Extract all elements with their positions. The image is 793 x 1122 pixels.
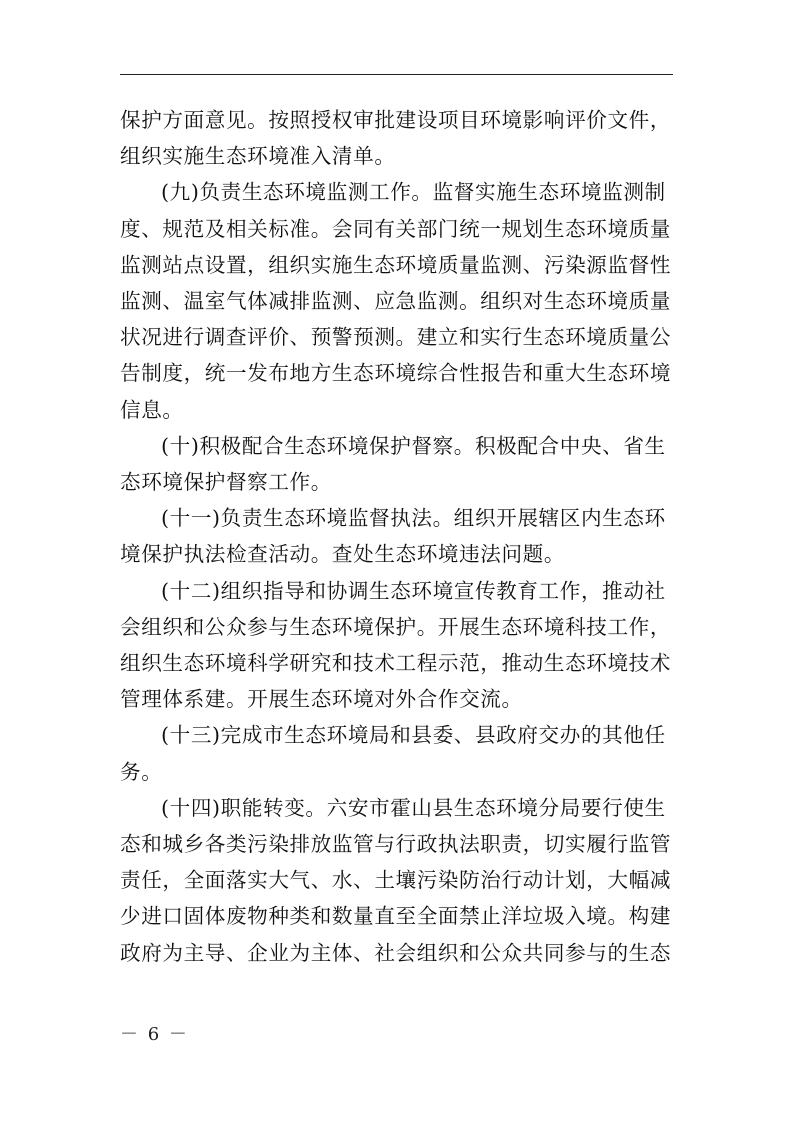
text-line: 监测站点设置，组织实施生态环境质量监测、污染源监督性 <box>120 252 672 277</box>
text-line: 信息。 <box>120 397 184 422</box>
text-line: 境保护执法检查活动。查处生态环境违法问题。 <box>120 542 566 567</box>
text-line: (十)积极配合生态环境保护督察。积极配合中央、省生 <box>161 433 666 458</box>
document-body <box>120 102 673 971</box>
paragraph-item-9 <box>120 174 673 427</box>
text-line: (十二)组织指导和协调生态环境宣传教育工作，推动社 <box>161 578 666 603</box>
paragraph <box>120 102 673 174</box>
header-rule <box>120 74 673 75</box>
paragraph-item-11 <box>120 500 673 572</box>
text-line: 状况进行调查评价、预警预测。建立和实行生态环境质量公 <box>120 325 672 350</box>
text-line: 保护方面意见。按照授权审批建设项目环境影响评价文件， <box>120 108 672 132</box>
text-line: (十三)完成市生态环境局和县委、县政府交办的其他任 <box>161 723 666 748</box>
text-line: 务。 <box>120 759 163 784</box>
paragraph-item-13 <box>120 717 673 789</box>
text-line: 组织实施生态环境准入清单。 <box>120 144 396 169</box>
text-line: 少进口固体废物种类和数量直至全面禁止洋垃圾入境。构建 <box>120 904 672 929</box>
page-number: － 6 － <box>120 1024 189 1045</box>
text-line: 组织生态环境科学研究和技术工程示范，推动生态环境技术 <box>120 651 672 676</box>
text-line: 态环境保护督察工作。 <box>120 470 332 495</box>
text-line: 度、规范及相关标准。会同有关部门统一规划生态环境质量 <box>120 216 672 241</box>
text-line: (九)负责生态环境监测工作。监督实施生态环境监测制 <box>161 180 666 205</box>
text-line: 告制度，统一发布地方生态环境综合性报告和重大生态环境 <box>120 361 672 386</box>
text-line: 管理体系建。开展生态环境对外合作交流。 <box>120 687 523 712</box>
paragraph-item-10 <box>120 428 673 500</box>
text-line: 监测、温室气体减排监测、应急监测。组织对生态环境质量 <box>120 289 672 314</box>
paragraph-item-12 <box>120 573 673 718</box>
text-line: 责任，全面落实大气、水、土壤污染防治行动计划，大幅减 <box>120 868 672 893</box>
text-line: (十一)负责生态环境监督执法。组织开展辖区内生态环 <box>161 506 666 531</box>
text-line: (十四)职能转变。六安市霍山县生态环境分局要行使生 <box>161 795 666 820</box>
text-line: 会组织和公众参与生态环境保护。开展生态环境科技工作， <box>120 614 672 639</box>
paragraph-item-14 <box>120 790 673 971</box>
text-line: 态和城乡各类污染排放监管与行政执法职责，切实履行监管 <box>120 832 672 857</box>
text-line: 政府为主导、企业为主体、社会组织和公众共同参与的生态 <box>120 940 672 965</box>
